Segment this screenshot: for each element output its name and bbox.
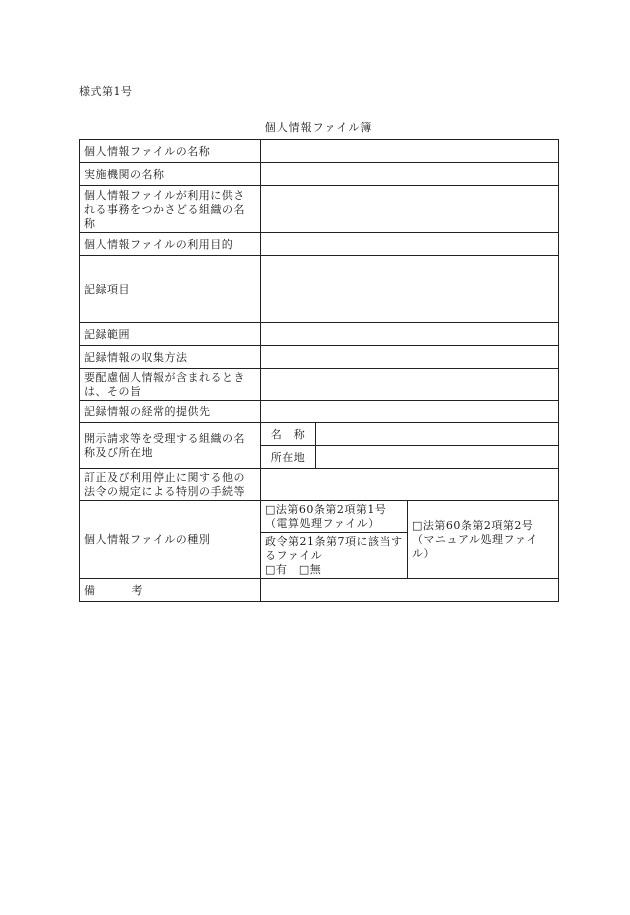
value-remarks (261, 579, 559, 602)
label-disclosure-name: 名 称 (261, 423, 316, 446)
label-disclosure-org: 開示請求等を受理する組織の名称及び所在地 (80, 423, 261, 469)
row-collection-method (80, 346, 559, 369)
value-record-scope (261, 323, 559, 346)
label-agency-name: 実施機関の名称 (80, 163, 261, 186)
label-sensitive-info: 要配慮個人情報が含まれるときは、その旨 (80, 369, 261, 401)
type-option-computer-checkbox-label: □法第60条第2項第1号 (265, 503, 387, 516)
row-record-scope (80, 323, 559, 346)
type-option-manual-checkbox-label: □法第60条第2項第2号 (412, 519, 534, 532)
row-file-name (80, 140, 559, 163)
type-option-computer-note: （電算処理ファイル） (265, 517, 380, 530)
label-special-procedures: 訂正及び利用停止に関する他の法令の規定による特別の手続等 (80, 469, 261, 501)
row-sensitive-info (80, 369, 559, 401)
value-organization (261, 186, 559, 233)
value-disclosure-address (316, 446, 559, 469)
row-disclosure-name (80, 423, 559, 446)
type-option-manual (408, 501, 559, 579)
ordinance-options: □有 □無 (265, 563, 322, 576)
row-record-items (80, 256, 559, 323)
value-regular-provision (261, 401, 559, 423)
document-title: 個人情報ファイル簿 (264, 121, 373, 134)
type-option-manual-note: （マニュアル処理ファイル） (412, 533, 538, 560)
remarks-char-1: 備 (84, 583, 96, 597)
value-disclosure-name (316, 423, 559, 446)
ordinance-text-line2: るファイル (265, 549, 323, 562)
ordinance-text-line1: 政令第21条第7項に該当す (265, 535, 403, 548)
value-file-name (261, 140, 559, 163)
row-remarks (80, 579, 559, 602)
type-option-computer (261, 501, 408, 533)
value-record-items (261, 256, 559, 323)
form-number: 様式第1号 (79, 85, 133, 98)
label-disclosure-address: 所在地 (261, 446, 316, 469)
label-remarks (80, 579, 261, 602)
row-agency-name (80, 163, 559, 186)
label-regular-provision: 記録情報の経常的提供先 (80, 401, 261, 423)
row-organization (80, 186, 559, 233)
label-file-name: 個人情報ファイルの名称 (80, 140, 261, 163)
label-file-type: 個人情報ファイルの種別 (80, 501, 261, 579)
value-purpose (261, 233, 559, 256)
value-sensitive-info (261, 369, 559, 401)
label-record-scope: 記録範囲 (80, 323, 261, 346)
registry-table (79, 139, 559, 602)
value-collection-method (261, 346, 559, 369)
ordinance-cell (261, 533, 408, 579)
row-purpose (80, 233, 559, 256)
label-organization: 個人情報ファイルが利用に供される事務をつかさどる組織の名称 (80, 186, 261, 233)
label-record-items: 記録項目 (80, 256, 261, 323)
label-collection-method: 記録情報の収集方法 (80, 346, 261, 369)
label-purpose: 個人情報ファイルの利用目的 (80, 233, 261, 256)
row-regular-provision (80, 401, 559, 423)
value-special-procedures (261, 469, 559, 501)
row-special-procedures (80, 469, 559, 501)
value-agency-name (261, 163, 559, 186)
row-file-type (80, 501, 559, 533)
remarks-char-2: 考 (131, 583, 143, 597)
